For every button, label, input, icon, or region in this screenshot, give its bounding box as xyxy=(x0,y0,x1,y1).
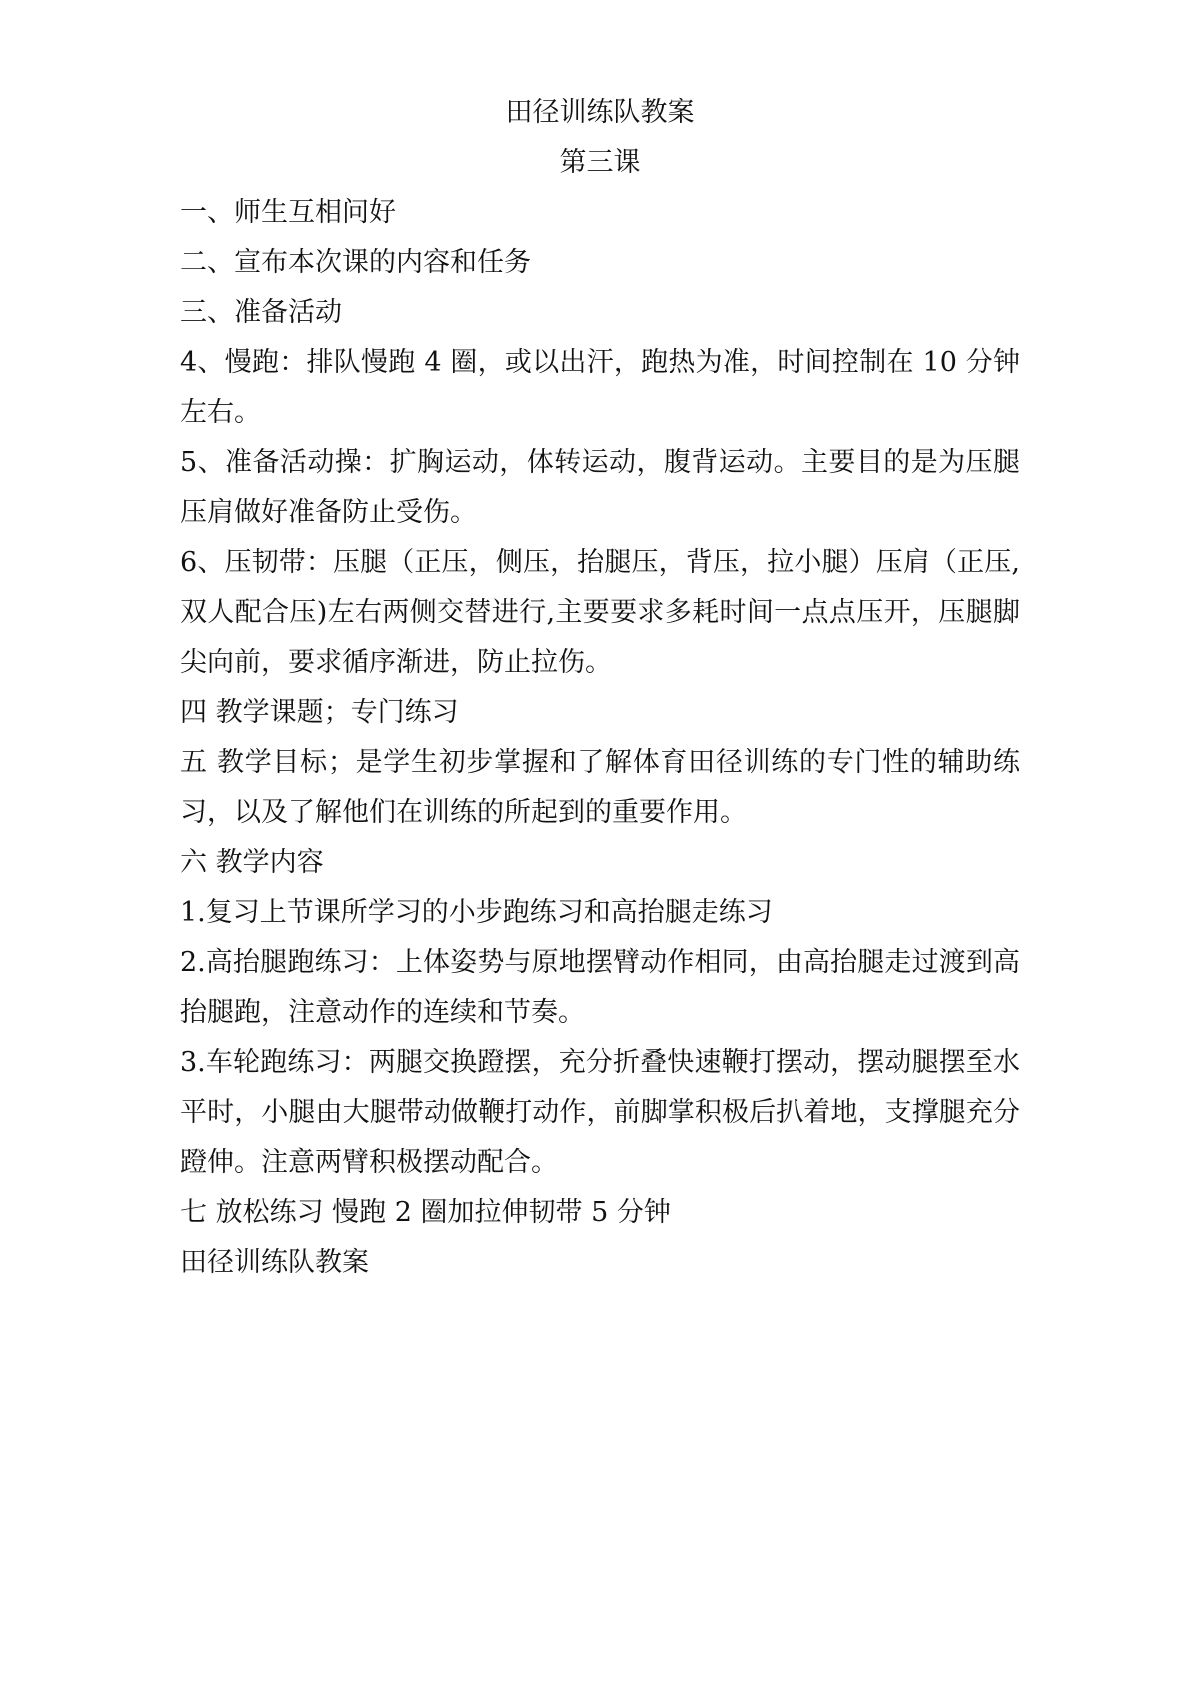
paragraph-warmup-heading: 三、准备活动 xyxy=(180,297,342,328)
paragraph-announce: 二、宣布本次课的内容和任务 xyxy=(180,247,531,278)
paragraph-greeting: 一、师生互相问好 xyxy=(180,197,396,228)
document-title: 田径训练队教案 xyxy=(505,97,695,128)
paragraph-content-heading: 六 教学内容 xyxy=(180,847,324,878)
paragraph-item-3: 3.车轮跑练习：两腿交换蹬摆，充分折叠快速鞭打摆动，摆动腿摆至水平时，小腿由大腿带动做鞭打动作，前脚掌积极后扒着地，支撑腿充分蹬伸。注意两臂积极摆动配合。 xyxy=(180,1047,1020,1178)
document-content xyxy=(180,88,1020,1288)
paragraph-warmup-exercises: 5、准备活动操：扩胸运动，体转运动，腹背运动。主要目的是为压腿压肩做好准备防止受伤。 xyxy=(180,447,1020,528)
paragraph-jogging: 4、慢跑：排队慢跑 4 圈，或以出汗，跑热为准，时间控制在 10 分钟左右。 xyxy=(180,347,1020,428)
paragraph-item-1: 1.复习上节课所学习的小步跑练习和高抬腿走练习 xyxy=(180,897,773,928)
paragraph-footer-title: 田径训练队教案 xyxy=(180,1247,369,1278)
document-subtitle: 第三课 xyxy=(559,147,641,178)
paragraph-objective: 五 教学目标；是学生初步掌握和了解体育田径训练的专门性的辅助练习，以及了解他们在训练的所起到的重要作用。 xyxy=(180,747,1020,828)
paragraph-relaxation: 七 放松练习 慢跑 2 圈加拉伸韧带 5 分钟 xyxy=(180,1197,671,1228)
paragraph-item-2: 2.高抬腿跑练习：上体姿势与原地摆臂动作相同，由高抬腿走过渡到高抬腿跑，注意动作的连续和节奏。 xyxy=(180,947,1020,1028)
paragraph-stretching: 6、压韧带：压腿（正压，侧压，抬腿压，背压，拉小腿）压肩（正压,双人配合压)左右两侧交替进行,主要要求多耗时间一点点压开，压腿脚尖向前，要求循序渐进，防止拉伤。 xyxy=(180,547,1020,678)
paragraph-topic: 四 教学课题；专门练习 xyxy=(180,697,459,728)
